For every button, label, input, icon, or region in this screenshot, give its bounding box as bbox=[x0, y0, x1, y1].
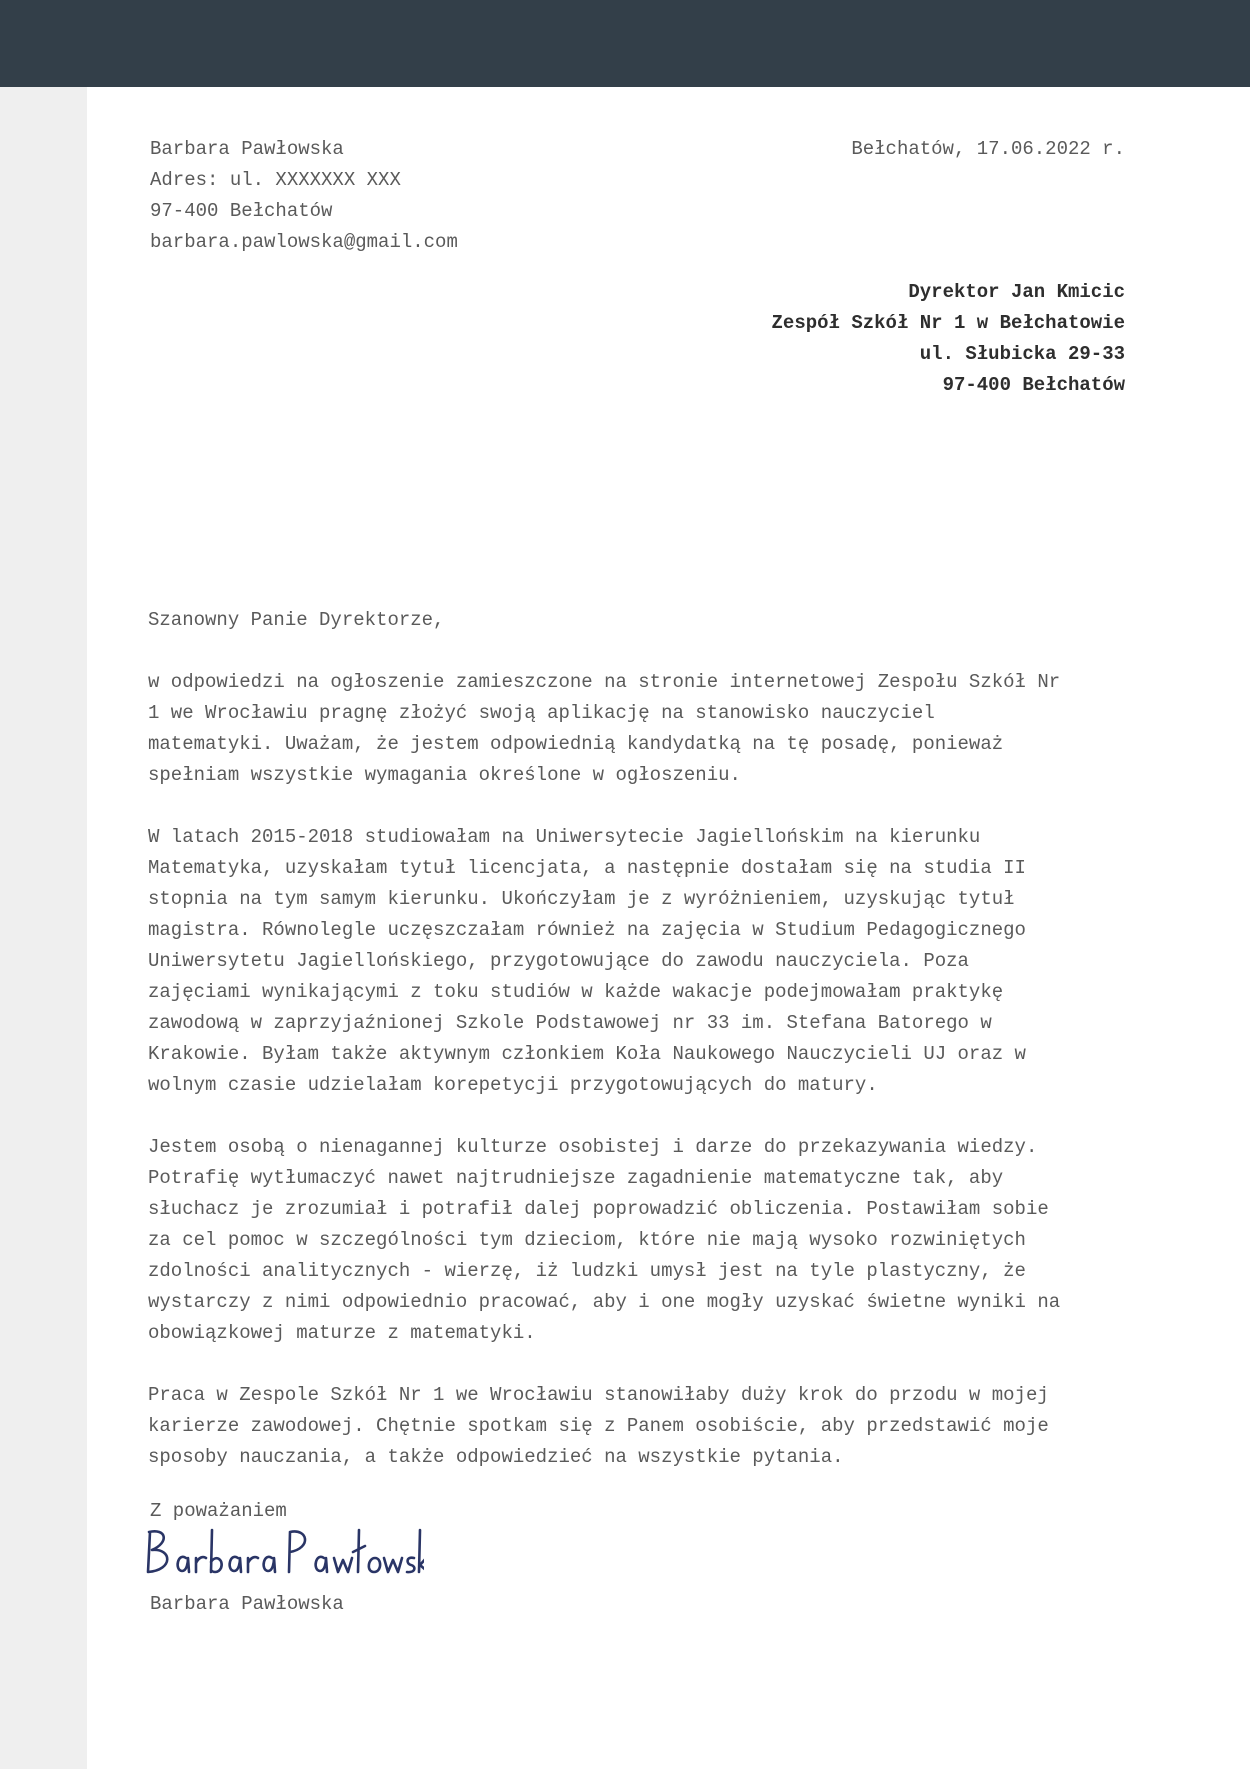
paragraph-1: w odpowiedzi na ogłoszenie zamieszczone na stronie internetowej Zespołu Szkół Nr 1 we Wrocławiu pragnę złożyć swoją aplikację na stanowisko nauczyciel matematyki. Uważam, że jestem odpowiednią kandydatką na tę posadę, ponieważ spełniam wszystkie wymagania określone w ogłoszeniu. bbox=[148, 671, 1061, 786]
sender-block bbox=[150, 134, 458, 258]
salutation: Szanowny Panie Dyrektorze, bbox=[148, 609, 445, 631]
recipient-institution: Zespół Szkół Nr 1 w Bełchatowie bbox=[771, 312, 1125, 334]
recipient-block bbox=[772, 277, 1125, 401]
recipient-title: Dyrektor Jan Kmicic bbox=[908, 281, 1125, 303]
recipient-street: ul. Słubicka 29-33 bbox=[919, 343, 1125, 365]
sender-city: 97-400 Bełchatów bbox=[150, 200, 333, 222]
paragraph-3: Jestem osobą o nienagannej kulturze osobistej i darze do przekazywania wiedzy. Potrafię wytłumaczyć nawet najtrudniejsze zagadnienie matematyczne tak, aby słuchacz je zrozumiał i potrafił dalej poprowadzić obliczenia. Postawiłam sobie za cel pomoc w szczególności tym dzieciom, które nie mają wysoko rozwiniętych zdolności analitycznych - wierzę, iż ludzki umysł jest na tyle plastyczny, że wystarczy z nimi odpowiednio pracować, aby i one mogły uzyskać świetne wyniki na obowiązkowej maturze z matematyki. bbox=[148, 1136, 1061, 1344]
paragraph-4: Praca w Zespole Szkół Nr 1 we Wrocławiu stanowiłaby duży krok do przodu w mojej karierze zawodowej. Chętnie spotkam się z Panem osobiście, aby przedstawić moje sposoby nauczania, a także odpowiedzieć na wszystkie pytania. bbox=[148, 1384, 1049, 1468]
handwritten-signature bbox=[144, 1520, 424, 1584]
printed-name: Barbara Pawłowska bbox=[150, 1593, 344, 1615]
paragraph-2: W latach 2015-2018 studiowałam na Uniwersytecie Jagiellońskim na kierunku Matematyka, uzyskałam tytuł licencjata, a następnie dostałam się na studia II stopnia na tym samym kierunku. Ukończyłam je z wyróżnieniem, uzyskując tytuł magistra. Równolegle uczęszczałam również na zajęcia w Studium Pedagogicznego Uniwersytetu Jagiellońskiego, przygotowujące do zawodu nauczyciela. Poza zajęciami wynikającymi z toku studiów w każde wakacje podejmowałam praktykę zawodową w zaprzyjaźnionej Szkole Podstawowej nr 33 im. Stefana Batorego w Krakowie. Byłam także aktywnym członkiem Koła Naukowego Nauczycieli UJ oraz w wolnym czasie udzielałam korepetycji przygotowujących do matury. bbox=[148, 826, 1026, 1096]
recipient-city: 97-400 Bełchatów bbox=[942, 374, 1125, 396]
sender-email: barbara.pawlowska@gmail.com bbox=[150, 231, 458, 253]
letter-body bbox=[148, 605, 1128, 1504]
sender-name: Barbara Pawłowska bbox=[150, 138, 344, 160]
place-date: Bełchatów, 17.06.2022 r. bbox=[851, 138, 1125, 160]
sender-address: Adres: ul. XXXXXXX XXX bbox=[150, 169, 401, 191]
header-band bbox=[0, 0, 1250, 87]
side-band bbox=[0, 87, 87, 1769]
closing: Z poważaniem bbox=[150, 1500, 287, 1522]
